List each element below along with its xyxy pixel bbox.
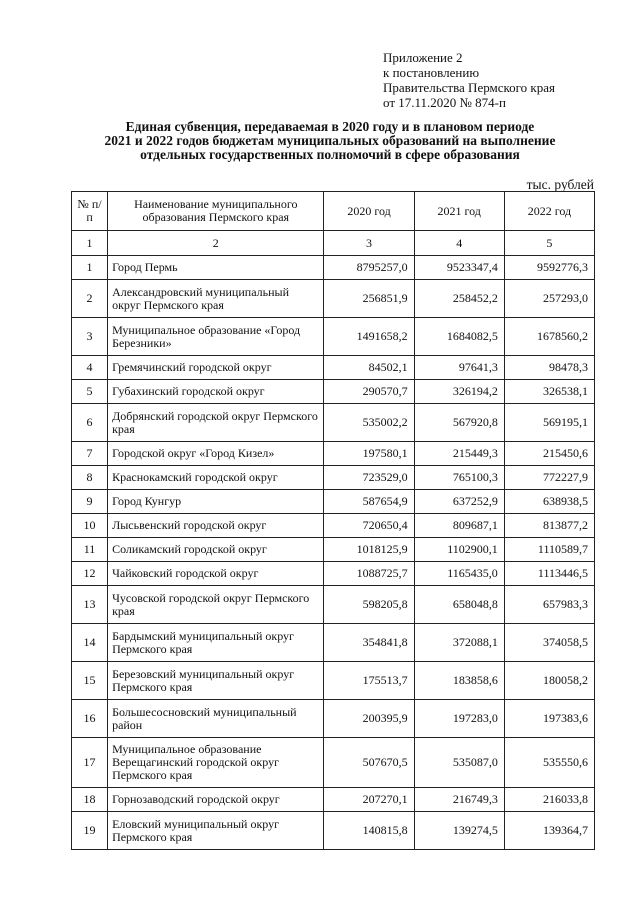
- table-row: [72, 256, 595, 280]
- header-2020: 2020 год: [324, 192, 414, 231]
- value-2020: 1088725,7: [324, 562, 414, 586]
- municipality-name: Горнозаводский городской округ: [108, 788, 324, 812]
- row-number: 3: [72, 318, 108, 356]
- value-2021: 197283,0: [414, 700, 504, 738]
- value-2022: 657983,3: [504, 586, 594, 624]
- column-index: 1: [72, 231, 108, 256]
- value-2022: 1113446,5: [504, 562, 594, 586]
- header-name: Наименование муниципального образования Пермского края: [108, 192, 324, 231]
- value-2022: 1110589,7: [504, 538, 594, 562]
- appendix-line: Приложение 2: [383, 50, 463, 65]
- value-2022: 257293,0: [504, 280, 594, 318]
- value-2020: 1491658,2: [324, 318, 414, 356]
- value-2021: 258452,2: [414, 280, 504, 318]
- value-2020: 507670,5: [324, 738, 414, 788]
- table-body: [72, 256, 595, 850]
- value-2022: 98478,3: [504, 356, 594, 380]
- document-title: [40, 120, 620, 162]
- value-2020: 598205,8: [324, 586, 414, 624]
- value-2022: 326538,1: [504, 380, 594, 404]
- appendix-line: Правительства Пермского края: [383, 80, 555, 95]
- municipality-name: Муниципальное образование «Город Березники»: [108, 318, 324, 356]
- table-row: [72, 812, 595, 850]
- value-2021: 1102900,1: [414, 538, 504, 562]
- value-2022: 180058,2: [504, 662, 594, 700]
- value-2020: 290570,7: [324, 380, 414, 404]
- value-2020: 720650,4: [324, 514, 414, 538]
- row-number: 11: [72, 538, 108, 562]
- table-row: [72, 624, 595, 662]
- value-2021: 97641,3: [414, 356, 504, 380]
- column-index: 2: [108, 231, 324, 256]
- value-2022: 374058,5: [504, 624, 594, 662]
- column-index-row: [72, 231, 595, 256]
- value-2022: 772227,9: [504, 466, 594, 490]
- value-2020: 207270,1: [324, 788, 414, 812]
- value-2022: 215450,6: [504, 442, 594, 466]
- value-2020: 587654,9: [324, 490, 414, 514]
- value-2020: 197580,1: [324, 442, 414, 466]
- value-2022: 197383,6: [504, 700, 594, 738]
- table-header-row: [72, 192, 595, 231]
- municipality-name: Губахинский городской округ: [108, 380, 324, 404]
- row-number: 18: [72, 788, 108, 812]
- value-2020: 84502,1: [324, 356, 414, 380]
- value-2020: 1018125,9: [324, 538, 414, 562]
- row-number: 19: [72, 812, 108, 850]
- header-2022: 2022 год: [504, 192, 594, 231]
- municipality-name: Город Кунгур: [108, 490, 324, 514]
- municipality-name: Чусовской городской округ Пермского края: [108, 586, 324, 624]
- title-line: Единая субвенция, передаваемая в 2020 году и в плановом периоде: [125, 119, 535, 134]
- row-number: 8: [72, 466, 108, 490]
- table-row: [72, 280, 595, 318]
- municipality-name: Александровский муниципальный округ Пермского края: [108, 280, 324, 318]
- value-2022: 216033,8: [504, 788, 594, 812]
- value-2021: 139274,5: [414, 812, 504, 850]
- table-row: [72, 738, 595, 788]
- row-number: 17: [72, 738, 108, 788]
- value-2021: 9523347,4: [414, 256, 504, 280]
- row-number: 1: [72, 256, 108, 280]
- value-2020: 8795257,0: [324, 256, 414, 280]
- value-2020: 175513,7: [324, 662, 414, 700]
- table-row: [72, 662, 595, 700]
- value-2020: 535002,2: [324, 404, 414, 442]
- municipality-name: Чайковский городской округ: [108, 562, 324, 586]
- value-2021: 637252,9: [414, 490, 504, 514]
- units-label: тыс. рублей: [526, 177, 594, 192]
- table-row: [72, 700, 595, 738]
- value-2022: 9592776,3: [504, 256, 594, 280]
- row-number: 12: [72, 562, 108, 586]
- row-number: 2: [72, 280, 108, 318]
- column-index: 3: [324, 231, 414, 256]
- appendix-line: к постановлению: [383, 65, 480, 80]
- row-number: 14: [72, 624, 108, 662]
- table-row: [72, 356, 595, 380]
- table-row: [72, 788, 595, 812]
- table-row: [72, 442, 595, 466]
- appendix-line: от 17.11.2020 № 874-п: [383, 95, 506, 110]
- value-2020: 140815,8: [324, 812, 414, 850]
- row-number: 16: [72, 700, 108, 738]
- municipality-name: Бардымский муниципальный округ Пермского края: [108, 624, 324, 662]
- title-line: 2021 и 2022 годов бюджетам муниципальных образований на выполнение: [104, 133, 556, 148]
- column-index: 4: [414, 231, 504, 256]
- subvention-table: [71, 191, 595, 850]
- row-number: 13: [72, 586, 108, 624]
- municipality-name: Гремячинский городской округ: [108, 356, 324, 380]
- column-index: 5: [504, 231, 594, 256]
- table-row: [72, 514, 595, 538]
- municipality-name: Муниципальное образование Верещагинский городской округ Пермского края: [108, 738, 324, 788]
- value-2022: 638938,5: [504, 490, 594, 514]
- value-2021: 765100,3: [414, 466, 504, 490]
- row-number: 9: [72, 490, 108, 514]
- value-2021: 535087,0: [414, 738, 504, 788]
- row-number: 5: [72, 380, 108, 404]
- municipality-name: Соликамский городской округ: [108, 538, 324, 562]
- value-2021: 567920,8: [414, 404, 504, 442]
- table-row: [72, 380, 595, 404]
- value-2022: 139364,7: [504, 812, 594, 850]
- value-2021: 372088,1: [414, 624, 504, 662]
- value-2021: 183858,6: [414, 662, 504, 700]
- table-row: [72, 562, 595, 586]
- value-2020: 354841,8: [324, 624, 414, 662]
- table-row: [72, 490, 595, 514]
- municipality-name: Еловский муниципальный округ Пермского края: [108, 812, 324, 850]
- value-2021: 658048,8: [414, 586, 504, 624]
- value-2022: 1678560,2: [504, 318, 594, 356]
- row-number: 10: [72, 514, 108, 538]
- table-row: [72, 466, 595, 490]
- value-2021: 809687,1: [414, 514, 504, 538]
- row-number: 7: [72, 442, 108, 466]
- municipality-name: Добрянский городской округ Пермского края: [108, 404, 324, 442]
- value-2022: 569195,1: [504, 404, 594, 442]
- table-row: [72, 404, 595, 442]
- value-2021: 215449,3: [414, 442, 504, 466]
- municipality-name: Березовский муниципальный округ Пермского края: [108, 662, 324, 700]
- value-2021: 1684082,5: [414, 318, 504, 356]
- row-number: 15: [72, 662, 108, 700]
- value-2022: 535550,6: [504, 738, 594, 788]
- municipality-name: Большесосновский муниципальный район: [108, 700, 324, 738]
- municipality-name: Лысьвенский городской округ: [108, 514, 324, 538]
- table-row: [72, 586, 595, 624]
- header-num: № п/п: [72, 192, 108, 231]
- value-2022: 813877,2: [504, 514, 594, 538]
- table-row: [72, 318, 595, 356]
- value-2021: 326194,2: [414, 380, 504, 404]
- value-2021: 1165435,0: [414, 562, 504, 586]
- municipality-name: Город Пермь: [108, 256, 324, 280]
- row-number: 4: [72, 356, 108, 380]
- appendix-header: [383, 50, 555, 110]
- value-2020: 256851,9: [324, 280, 414, 318]
- value-2020: 200395,9: [324, 700, 414, 738]
- row-number: 6: [72, 404, 108, 442]
- value-2021: 216749,3: [414, 788, 504, 812]
- value-2020: 723529,0: [324, 466, 414, 490]
- header-2021: 2021 год: [414, 192, 504, 231]
- title-line: отдельных государственных полномочий в сфере образования: [140, 147, 520, 162]
- table-row: [72, 538, 595, 562]
- municipality-name: Городской округ «Город Кизел»: [108, 442, 324, 466]
- municipality-name: Краснокамский городской округ: [108, 466, 324, 490]
